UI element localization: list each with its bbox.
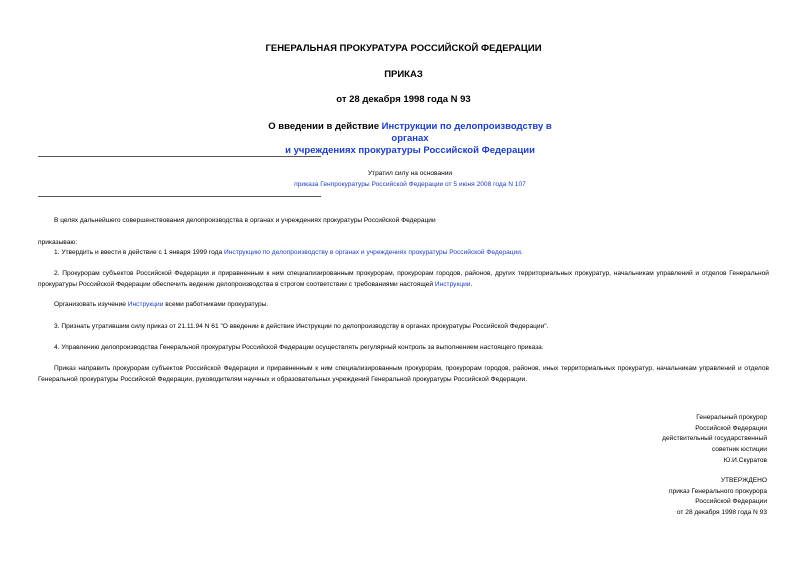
order-word: приказываю: [38, 239, 78, 246]
org-name: ГЕНЕРАЛЬНАЯ ПРОКУРАТУРА РОССИЙСКОЙ ФЕДЕРАЦИИ [265, 43, 542, 54]
signature-line: Ю.И.Скуратов [723, 456, 767, 464]
signature-line: советник юстиции [711, 446, 767, 454]
clause-4: 4. Управлению делопроизводства Генеральной прокуратуры Российской Федерации осуществлять регулярный контроль за выполнением настоящего приказа. [54, 344, 544, 351]
signature-line: действительный государственный [662, 435, 767, 443]
approved-line: приказ Генерального прокурора [669, 487, 767, 495]
signature-block [662, 413, 767, 467]
clause-1-end: . [520, 249, 523, 256]
instruction-link-line2[interactable]: и учреждениях прокуратуры Российской Федерации [285, 145, 535, 156]
divider-bottom [38, 196, 321, 197]
clause-study [38, 300, 769, 311]
clause-2-text: 2. Прокурорам субъектов Российской Федерации и приравненным к ним специализированным прокурорам, прокурорам городов, районов, других территориальных прокуратур, начальникам управлений и отделов Генеральной прокуратуры Российской Федерации обеспечить ведение делопроизводства в строгом соответствии с требованиями настоящей [38, 270, 769, 288]
signature-line: Российской Федерации [695, 424, 767, 432]
clause-1-text: 1. Утвердить и ввести в действие с 1 января 1999 года [54, 249, 225, 256]
doc-type: ПРИКАЗ [384, 69, 423, 80]
document-title [250, 121, 570, 157]
status-line: Утратил силу на основании [367, 170, 453, 177]
clause-3: 3. Признать утратившим силу приказ от 21.11.94 N 61 "О введении в действие Инструкции по делопроизводству в органах прокуратуры Российской Федерации". [54, 323, 549, 330]
title-prefix: О введении в действие [268, 121, 382, 132]
repeal-order-link[interactable]: приказа Генпрокуратуры Российской Федерации от 5 июня 2008 года N 107 [294, 181, 526, 188]
signature-line: Генеральный прокурор [696, 414, 767, 421]
clause-2-instruction-link[interactable]: Инструкции [434, 280, 471, 288]
clause-study-text: Организовать изучение [54, 301, 128, 308]
clause-2-end: . [470, 280, 473, 288]
approved-line: УТВЕРЖДЕНО [720, 477, 767, 484]
clause-study-instruction-link[interactable]: Инструкции [127, 301, 164, 308]
status-note [260, 169, 560, 190]
clause-study-end: всеми работниками прокуратуры. [163, 301, 269, 308]
distribution-paragraph: Приказ направить прокурорам субъектов Российской Федерации и приравненным к ним специализированным прокурорам, прокурорам городов, районов, иных территориальных прокуратур, начальникам управлений и отделов Генеральной прокуратуры Российской Федерации, руководителям научных и образовательных учреждений Генеральной прокуратуры Российской Федерации. [38, 365, 769, 383]
divider-top [38, 156, 321, 157]
intro-paragraph: В целях дальнейшего совершенствования делопроизводства в органах и учреждениях прокуратуры Российской Федерации [54, 217, 436, 224]
approved-block [669, 476, 767, 519]
clause-1-instruction-link[interactable]: Инструкцию по делопроизводству в органах и учреждениях прокуратуры Российской Федерации [224, 249, 521, 256]
clause-2 [38, 269, 769, 290]
clause-1 [38, 248, 769, 259]
doc-date-number: от 28 декабря 1998 года N 93 [336, 94, 471, 105]
instruction-link[interactable]: Инструкции по делопроизводству в органах [381, 121, 552, 144]
approved-line: от 28 декабря 1998 года N 93 [676, 509, 767, 517]
approved-line: Российской Федерации [695, 498, 767, 506]
